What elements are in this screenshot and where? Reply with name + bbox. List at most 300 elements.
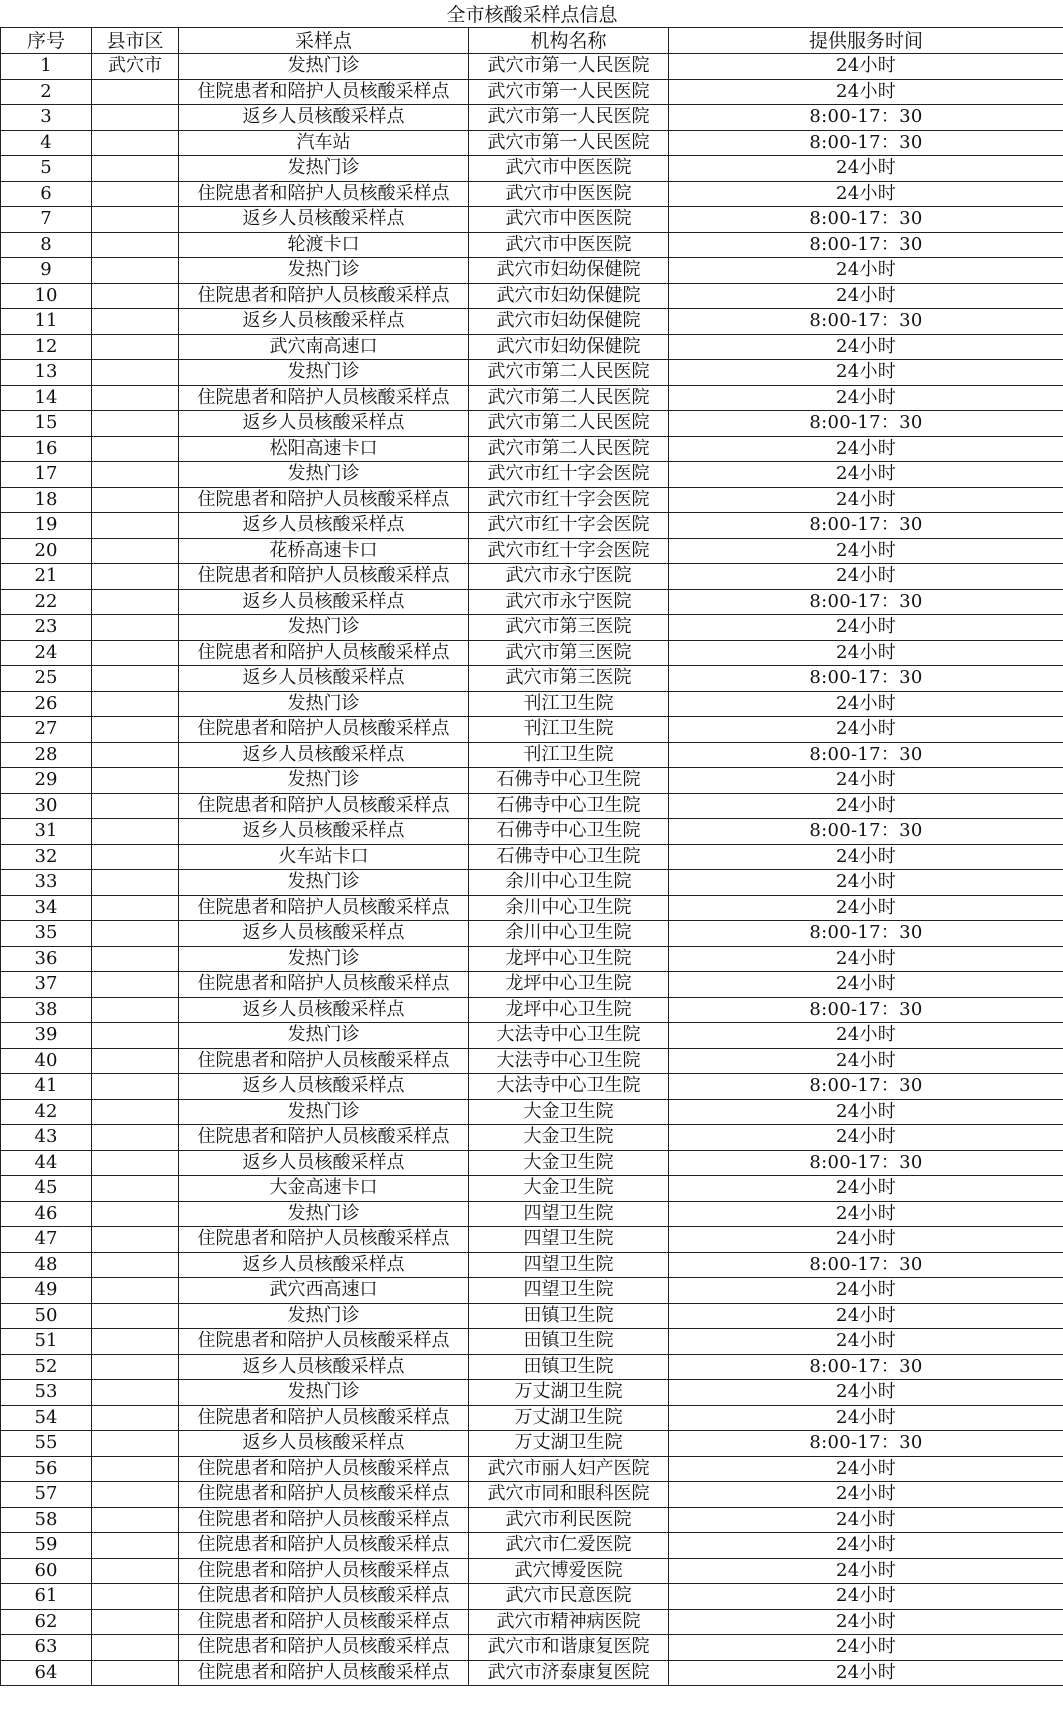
cell-county [92, 717, 179, 743]
table-row [1, 487, 1063, 513]
cell-site: 住院患者和陪护人员核酸采样点 [179, 1482, 469, 1508]
cell-county [92, 768, 179, 794]
cell-time: 24小时 [669, 1303, 1063, 1329]
cell-org: 石佛寺中心卫生院 [469, 819, 669, 845]
cell-no: 13 [1, 360, 92, 386]
cell-no: 40 [1, 1048, 92, 1074]
cell-time: 24小时 [669, 1584, 1063, 1610]
cell-county [92, 870, 179, 896]
cell-county [92, 1533, 179, 1559]
cell-time: 24小时 [669, 1329, 1063, 1355]
cell-site: 返乡人员核酸采样点 [179, 997, 469, 1023]
cell-county [92, 130, 179, 156]
cell-org: 武穴市第二人民医院 [469, 360, 669, 386]
cell-site: 发热门诊 [179, 870, 469, 896]
table-row [1, 666, 1063, 692]
cell-site: 住院患者和陪护人员核酸采样点 [179, 1329, 469, 1355]
cell-org: 大金卫生院 [469, 1099, 669, 1125]
cell-site: 返乡人员核酸采样点 [179, 666, 469, 692]
table-row [1, 1609, 1063, 1635]
table-row [1, 895, 1063, 921]
cell-org: 武穴市第三医院 [469, 615, 669, 641]
cell-no: 19 [1, 513, 92, 539]
cell-no: 45 [1, 1176, 92, 1202]
cell-county [92, 538, 179, 564]
cell-county [92, 436, 179, 462]
cell-site: 住院患者和陪护人员核酸采样点 [179, 1660, 469, 1686]
cell-org: 武穴市丽人妇产医院 [469, 1456, 669, 1482]
cell-site: 返乡人员核酸采样点 [179, 1354, 469, 1380]
cell-no: 6 [1, 181, 92, 207]
cell-county [92, 1558, 179, 1584]
table-row [1, 1227, 1063, 1253]
cell-site: 发热门诊 [179, 1303, 469, 1329]
table-row [1, 1329, 1063, 1355]
cell-no: 12 [1, 334, 92, 360]
cell-no: 55 [1, 1431, 92, 1457]
cell-time: 24小时 [669, 717, 1063, 743]
table-row [1, 1507, 1063, 1533]
cell-no: 15 [1, 411, 92, 437]
table-row [1, 1431, 1063, 1457]
cell-time: 24小时 [669, 1201, 1063, 1227]
table-row [1, 1482, 1063, 1508]
table-row [1, 870, 1063, 896]
cell-county [92, 1405, 179, 1431]
cell-org: 石佛寺中心卫生院 [469, 768, 669, 794]
cell-no: 48 [1, 1252, 92, 1278]
table-row [1, 972, 1063, 998]
cell-county [92, 258, 179, 284]
header-site: 采样点 [179, 28, 469, 54]
table-row [1, 768, 1063, 794]
cell-site: 住院患者和陪护人员核酸采样点 [179, 640, 469, 666]
cell-county [92, 79, 179, 105]
cell-time: 24小时 [669, 1609, 1063, 1635]
header-org: 机构名称 [469, 28, 669, 54]
cell-org: 武穴市红十字会医院 [469, 462, 669, 488]
cell-org: 余川中心卫生院 [469, 870, 669, 896]
cell-time: 24小时 [669, 1533, 1063, 1559]
cell-site: 返乡人员核酸采样点 [179, 411, 469, 437]
cell-no: 4 [1, 130, 92, 156]
table-row [1, 1201, 1063, 1227]
table-row [1, 156, 1063, 182]
cell-site: 发热门诊 [179, 691, 469, 717]
cell-org: 武穴市第一人民医院 [469, 130, 669, 156]
cell-time: 8:00-17：30 [669, 921, 1063, 947]
cell-county [92, 742, 179, 768]
cell-county [92, 895, 179, 921]
table-row [1, 1584, 1063, 1610]
cell-no: 56 [1, 1456, 92, 1482]
cell-county [92, 181, 179, 207]
cell-county [92, 1099, 179, 1125]
cell-org: 武穴市第一人民医院 [469, 54, 669, 80]
table-row [1, 1278, 1063, 1304]
cell-org: 武穴市第二人民医院 [469, 411, 669, 437]
table-row [1, 513, 1063, 539]
cell-site: 住院患者和陪护人员核酸采样点 [179, 385, 469, 411]
cell-county [92, 1074, 179, 1100]
cell-no: 28 [1, 742, 92, 768]
cell-org: 大法寺中心卫生院 [469, 1023, 669, 1049]
cell-county [92, 1201, 179, 1227]
cell-org: 武穴市中医医院 [469, 156, 669, 182]
table-row [1, 997, 1063, 1023]
cell-org: 武穴市民意医院 [469, 1584, 669, 1610]
cell-time: 24小时 [669, 946, 1063, 972]
cell-org: 武穴市中医医院 [469, 232, 669, 258]
cell-no: 1 [1, 54, 92, 80]
cell-no: 25 [1, 666, 92, 692]
cell-county [92, 462, 179, 488]
cell-county [92, 972, 179, 998]
cell-site: 武穴西高速口 [179, 1278, 469, 1304]
cell-time: 24小时 [669, 1635, 1063, 1661]
cell-site: 住院患者和陪护人员核酸采样点 [179, 564, 469, 590]
header-row [1, 28, 1063, 54]
table-row [1, 1558, 1063, 1584]
cell-county [92, 1303, 179, 1329]
cell-county [92, 615, 179, 641]
cell-county [92, 1329, 179, 1355]
cell-county [92, 334, 179, 360]
cell-org: 大法寺中心卫生院 [469, 1048, 669, 1074]
cell-no: 26 [1, 691, 92, 717]
cell-org: 武穴市永宁医院 [469, 589, 669, 615]
cell-county [92, 1048, 179, 1074]
cell-site: 返乡人员核酸采样点 [179, 309, 469, 335]
cell-site: 发热门诊 [179, 768, 469, 794]
cell-no: 31 [1, 819, 92, 845]
table-row [1, 538, 1063, 564]
cell-org: 四望卫生院 [469, 1252, 669, 1278]
table-row [1, 1405, 1063, 1431]
cell-no: 5 [1, 156, 92, 182]
table-row [1, 181, 1063, 207]
cell-org: 武穴市红十字会医院 [469, 487, 669, 513]
cell-org: 武穴市永宁医院 [469, 564, 669, 590]
cell-site: 汽车站 [179, 130, 469, 156]
header-no: 序号 [1, 28, 92, 54]
cell-site: 住院患者和陪护人员核酸采样点 [179, 1456, 469, 1482]
cell-no: 11 [1, 309, 92, 335]
cell-site: 返乡人员核酸采样点 [179, 819, 469, 845]
table-row [1, 1354, 1063, 1380]
table-row [1, 54, 1063, 80]
cell-org: 武穴市第二人民医院 [469, 436, 669, 462]
cell-org: 大金卫生院 [469, 1176, 669, 1202]
cell-time: 24小时 [669, 1227, 1063, 1253]
table-row [1, 1533, 1063, 1559]
cell-time: 24小时 [669, 258, 1063, 284]
cell-time: 24小时 [669, 334, 1063, 360]
cell-site: 发热门诊 [179, 1099, 469, 1125]
table-row [1, 334, 1063, 360]
cell-county [92, 1456, 179, 1482]
table-row [1, 283, 1063, 309]
cell-org: 武穴市利民医院 [469, 1507, 669, 1533]
cell-org: 武穴市和谐康复医院 [469, 1635, 669, 1661]
cell-org: 武穴市红十字会医院 [469, 513, 669, 539]
cell-county [92, 844, 179, 870]
cell-org: 武穴市济泰康复医院 [469, 1660, 669, 1686]
cell-org: 余川中心卫生院 [469, 895, 669, 921]
cell-time: 8:00-17：30 [669, 1354, 1063, 1380]
cell-site: 武穴南高速口 [179, 334, 469, 360]
cell-no: 7 [1, 207, 92, 233]
cell-no: 54 [1, 1405, 92, 1431]
cell-time: 24小时 [669, 1456, 1063, 1482]
cell-no: 21 [1, 564, 92, 590]
cell-org: 刊江卫生院 [469, 742, 669, 768]
table-row [1, 105, 1063, 131]
cell-org: 武穴市第三医院 [469, 666, 669, 692]
cell-county [92, 1023, 179, 1049]
cell-site: 返乡人员核酸采样点 [179, 589, 469, 615]
cell-county [92, 385, 179, 411]
cell-county [92, 360, 179, 386]
table-row [1, 1303, 1063, 1329]
cell-site: 住院患者和陪护人员核酸采样点 [179, 1635, 469, 1661]
cell-no: 29 [1, 768, 92, 794]
cell-county [92, 1354, 179, 1380]
cell-county [92, 487, 179, 513]
cell-no: 32 [1, 844, 92, 870]
table-row [1, 1380, 1063, 1406]
cell-site: 返乡人员核酸采样点 [179, 1252, 469, 1278]
cell-org: 万丈湖卫生院 [469, 1405, 669, 1431]
cell-site: 住院患者和陪护人员核酸采样点 [179, 1609, 469, 1635]
cell-site: 花桥高速卡口 [179, 538, 469, 564]
table-row [1, 691, 1063, 717]
cell-org: 万丈湖卫生院 [469, 1431, 669, 1457]
table-row [1, 1099, 1063, 1125]
cell-org: 武穴市红十字会医院 [469, 538, 669, 564]
cell-time: 8:00-17：30 [669, 232, 1063, 258]
cell-county [92, 1150, 179, 1176]
table-row [1, 1252, 1063, 1278]
cell-site: 住院患者和陪护人员核酸采样点 [179, 1584, 469, 1610]
cell-no: 51 [1, 1329, 92, 1355]
cell-site: 火车站卡口 [179, 844, 469, 870]
cell-county [92, 207, 179, 233]
cell-county [92, 997, 179, 1023]
cell-time: 8:00-17：30 [669, 997, 1063, 1023]
cell-site: 返乡人员核酸采样点 [179, 742, 469, 768]
cell-site: 住院患者和陪护人员核酸采样点 [179, 1405, 469, 1431]
cell-time: 8:00-17：30 [669, 207, 1063, 233]
cell-county [92, 156, 179, 182]
cell-county [92, 283, 179, 309]
cell-no: 41 [1, 1074, 92, 1100]
cell-time: 8:00-17：30 [669, 1431, 1063, 1457]
cell-county [92, 1431, 179, 1457]
cell-county [92, 1635, 179, 1661]
cell-no: 18 [1, 487, 92, 513]
cell-org: 田镇卫生院 [469, 1354, 669, 1380]
cell-site: 住院患者和陪护人员核酸采样点 [179, 79, 469, 105]
cell-time: 8:00-17：30 [669, 105, 1063, 131]
cell-time: 8:00-17：30 [669, 666, 1063, 692]
cell-no: 43 [1, 1125, 92, 1151]
table-row [1, 309, 1063, 335]
cell-time: 24小时 [669, 538, 1063, 564]
cell-no: 38 [1, 997, 92, 1023]
cell-org: 龙坪中心卫生院 [469, 946, 669, 972]
cell-time: 8:00-17：30 [669, 742, 1063, 768]
cell-time: 24小时 [669, 1507, 1063, 1533]
cell-time: 8:00-17：30 [669, 513, 1063, 539]
table-row [1, 819, 1063, 845]
cell-org: 武穴市妇幼保健院 [469, 309, 669, 335]
cell-org: 余川中心卫生院 [469, 921, 669, 947]
cell-time: 8:00-17：30 [669, 411, 1063, 437]
table-row [1, 258, 1063, 284]
cell-no: 17 [1, 462, 92, 488]
cell-site: 发热门诊 [179, 1023, 469, 1049]
cell-no: 36 [1, 946, 92, 972]
cell-site: 发热门诊 [179, 258, 469, 284]
cell-time: 24小时 [669, 768, 1063, 794]
cell-org: 龙坪中心卫生院 [469, 997, 669, 1023]
cell-county [92, 1584, 179, 1610]
cell-no: 9 [1, 258, 92, 284]
table-row [1, 946, 1063, 972]
table-row [1, 130, 1063, 156]
cell-site: 返乡人员核酸采样点 [179, 1074, 469, 1100]
cell-time: 8:00-17：30 [669, 309, 1063, 335]
cell-time: 24小时 [669, 793, 1063, 819]
cell-time: 8:00-17：30 [669, 1074, 1063, 1100]
cell-county [92, 1380, 179, 1406]
cell-no: 27 [1, 717, 92, 743]
table-row [1, 1074, 1063, 1100]
cell-no: 10 [1, 283, 92, 309]
cell-time: 24小时 [669, 1023, 1063, 1049]
table-row [1, 232, 1063, 258]
cell-org: 武穴市第一人民医院 [469, 105, 669, 131]
cell-site: 住院患者和陪护人员核酸采样点 [179, 487, 469, 513]
cell-site: 发热门诊 [179, 1201, 469, 1227]
cell-org: 武穴市妇幼保健院 [469, 283, 669, 309]
cell-time: 24小时 [669, 283, 1063, 309]
table-row [1, 385, 1063, 411]
cell-site: 大金高速卡口 [179, 1176, 469, 1202]
cell-site: 轮渡卡口 [179, 232, 469, 258]
cell-site: 返乡人员核酸采样点 [179, 207, 469, 233]
cell-site: 返乡人员核酸采样点 [179, 1150, 469, 1176]
cell-org: 石佛寺中心卫生院 [469, 844, 669, 870]
cell-org: 武穴市精神病医院 [469, 1609, 669, 1635]
cell-org: 万丈湖卫生院 [469, 1380, 669, 1406]
table-row [1, 717, 1063, 743]
cell-no: 35 [1, 921, 92, 947]
header-county: 县市区 [92, 28, 179, 54]
cell-no: 50 [1, 1303, 92, 1329]
table-row [1, 1125, 1063, 1151]
header-time: 提供服务时间 [669, 28, 1063, 54]
cell-time: 24小时 [669, 181, 1063, 207]
cell-no: 58 [1, 1507, 92, 1533]
cell-no: 22 [1, 589, 92, 615]
cell-time: 24小时 [669, 844, 1063, 870]
cell-site: 返乡人员核酸采样点 [179, 513, 469, 539]
cell-county [92, 946, 179, 972]
cell-site: 住院患者和陪护人员核酸采样点 [179, 1558, 469, 1584]
cell-site: 住院患者和陪护人员核酸采样点 [179, 1125, 469, 1151]
table-row [1, 207, 1063, 233]
cell-site: 发热门诊 [179, 360, 469, 386]
cell-time: 24小时 [669, 462, 1063, 488]
cell-county [92, 666, 179, 692]
cell-no: 42 [1, 1099, 92, 1125]
cell-no: 44 [1, 1150, 92, 1176]
cell-no: 14 [1, 385, 92, 411]
cell-county [92, 1482, 179, 1508]
cell-site: 发热门诊 [179, 462, 469, 488]
cell-site: 住院患者和陪护人员核酸采样点 [179, 895, 469, 921]
cell-county [92, 1176, 179, 1202]
cell-org: 大金卫生院 [469, 1125, 669, 1151]
cell-org: 大法寺中心卫生院 [469, 1074, 669, 1100]
cell-time: 8:00-17：30 [669, 589, 1063, 615]
cell-county [92, 1278, 179, 1304]
cell-site: 住院患者和陪护人员核酸采样点 [179, 181, 469, 207]
cell-time: 24小时 [669, 156, 1063, 182]
cell-no: 3 [1, 105, 92, 131]
cell-time: 24小时 [669, 54, 1063, 80]
cell-site: 住院患者和陪护人员核酸采样点 [179, 1227, 469, 1253]
cell-time: 8:00-17：30 [669, 1252, 1063, 1278]
cell-time: 24小时 [669, 79, 1063, 105]
cell-county [92, 513, 179, 539]
table-row [1, 615, 1063, 641]
table-row [1, 1456, 1063, 1482]
cell-no: 2 [1, 79, 92, 105]
cell-no: 37 [1, 972, 92, 998]
table-row [1, 844, 1063, 870]
cell-time: 24小时 [669, 691, 1063, 717]
cell-org: 田镇卫生院 [469, 1303, 669, 1329]
cell-county [92, 309, 179, 335]
cell-site: 住院患者和陪护人员核酸采样点 [179, 1533, 469, 1559]
table-row [1, 462, 1063, 488]
cell-county [92, 1227, 179, 1253]
table-row [1, 640, 1063, 666]
cell-org: 四望卫生院 [469, 1227, 669, 1253]
cell-site: 住院患者和陪护人员核酸采样点 [179, 1507, 469, 1533]
cell-site: 松阳高速卡口 [179, 436, 469, 462]
cell-no: 52 [1, 1354, 92, 1380]
cell-county: 武穴市 [92, 54, 179, 80]
cell-site: 发热门诊 [179, 54, 469, 80]
cell-county [92, 921, 179, 947]
cell-org: 武穴市第三医院 [469, 640, 669, 666]
cell-no: 33 [1, 870, 92, 896]
cell-time: 24小时 [669, 436, 1063, 462]
cell-county [92, 1609, 179, 1635]
cell-time: 24小时 [669, 1405, 1063, 1431]
cell-site: 发热门诊 [179, 1380, 469, 1406]
table-row [1, 411, 1063, 437]
cell-time: 24小时 [669, 640, 1063, 666]
cell-time: 24小时 [669, 564, 1063, 590]
table-row [1, 742, 1063, 768]
cell-org: 武穴市第二人民医院 [469, 385, 669, 411]
cell-county [92, 691, 179, 717]
